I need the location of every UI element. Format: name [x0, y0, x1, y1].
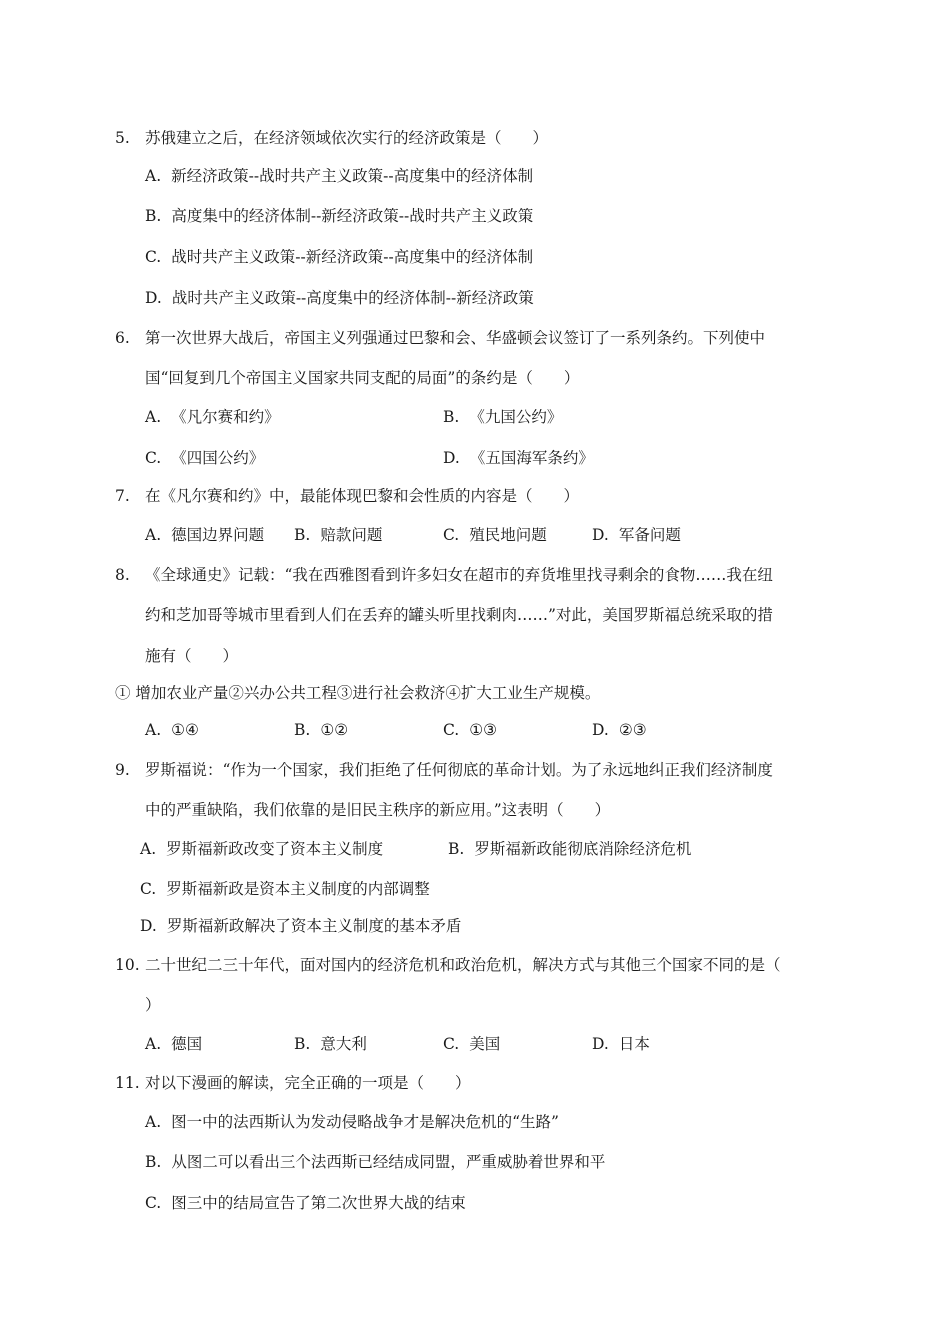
- question-10-stem: [115, 955, 781, 975]
- option-letter: B.: [294, 721, 311, 739]
- question-6-stem: [115, 328, 766, 348]
- question-6-option-b[interactable]: [443, 407, 562, 427]
- option-letter: A.: [145, 1035, 162, 1053]
- question-8-stem: [115, 565, 773, 585]
- option-letter: D.: [592, 721, 609, 739]
- option-text: 高度集中的经济体制--新经济政策--战时共产主义政策: [171, 207, 534, 225]
- question-6-option-d[interactable]: [443, 448, 594, 468]
- question-7-option-c[interactable]: [443, 525, 547, 545]
- option-text: ②③: [618, 721, 647, 739]
- option-letter: D.: [140, 917, 157, 935]
- question-11-option-b[interactable]: [145, 1152, 605, 1172]
- question-5-option-b[interactable]: [145, 206, 533, 226]
- question-11-stem: [115, 1073, 471, 1093]
- option-text: ①④: [171, 721, 199, 739]
- question-8-option-b[interactable]: [294, 720, 348, 740]
- option-letter: B.: [443, 408, 460, 426]
- option-letter: D.: [592, 526, 609, 544]
- option-letter: A.: [145, 1113, 162, 1131]
- question-8-stem-line-3: 施有（ ）: [145, 647, 239, 665]
- option-letter: C.: [443, 721, 460, 739]
- option-letter: A.: [145, 408, 162, 426]
- question-6-option-a[interactable]: [145, 407, 280, 427]
- option-letter: B.: [145, 1153, 162, 1171]
- option-text: 《四国公约》: [171, 449, 265, 467]
- option-text: 罗斯福新政解决了资本主义制度的基本矛盾: [166, 917, 462, 935]
- question-number: 10.: [115, 956, 140, 974]
- option-letter: C.: [145, 449, 162, 467]
- option-letter: A.: [145, 721, 162, 739]
- question-8-option-c[interactable]: [443, 720, 497, 740]
- question-10-option-a[interactable]: [145, 1034, 202, 1054]
- option-text: 《五国海军条约》: [469, 449, 594, 467]
- question-5-option-d[interactable]: [145, 288, 534, 308]
- question-8-option-a[interactable]: [145, 720, 199, 740]
- option-text: 日本: [618, 1035, 650, 1053]
- question-5-option-c[interactable]: [145, 247, 533, 267]
- question-5-stem: [115, 128, 549, 148]
- question-10-option-d[interactable]: [592, 1034, 650, 1054]
- option-letter: A.: [140, 840, 157, 858]
- option-letter: C.: [443, 526, 460, 544]
- question-9-option-b[interactable]: [448, 839, 691, 859]
- option-letter: B.: [145, 207, 162, 225]
- option-letter: C.: [443, 1035, 460, 1053]
- question-10-option-b[interactable]: [294, 1034, 367, 1054]
- option-letter: D.: [145, 289, 162, 307]
- option-text: 图三中的结局宣告了第二次世界大战的结束: [171, 1194, 466, 1212]
- question-7-option-b[interactable]: [294, 525, 382, 545]
- option-text: ①②: [320, 721, 349, 739]
- option-text: 赔款问题: [320, 526, 383, 544]
- question-9-option-c[interactable]: [140, 879, 430, 899]
- option-text: 《九国公约》: [469, 408, 563, 426]
- question-10-option-c[interactable]: [443, 1034, 500, 1054]
- option-text: 罗斯福新政是资本主义制度的内部调整: [166, 880, 430, 898]
- option-text: 美国: [469, 1035, 501, 1053]
- question-text: 对以下漫画的解读，完全正确的一项是（ ）: [145, 1074, 471, 1092]
- question-9-option-a[interactable]: [140, 839, 383, 859]
- option-text: 军备问题: [618, 526, 681, 544]
- option-letter: D.: [443, 449, 460, 467]
- option-letter: B.: [294, 526, 311, 544]
- question-9-stem-line-2: 中的严重缺陷，我们依靠的是旧民主秩序的新应用。”这表明（ ）: [145, 801, 611, 819]
- option-letter: C.: [140, 880, 157, 898]
- question-text: 罗斯福说：“作为一个国家，我们拒绝了任何彻底的革命计划。为了永远地纠正我们经济制度: [145, 761, 773, 779]
- question-10-stem-line-2: ）: [145, 996, 161, 1014]
- option-text: 从图二可以看出三个法西斯已经结成同盟，严重威胁着世界和平: [171, 1153, 606, 1171]
- question-text: 在《凡尔赛和约》中，最能体现巴黎和会性质的内容是（ ）: [145, 487, 580, 505]
- question-7-stem: [115, 486, 580, 506]
- question-8-option-d[interactable]: [592, 720, 647, 740]
- question-7-option-d[interactable]: [592, 525, 681, 545]
- option-text: 德国边界问题: [171, 526, 265, 544]
- option-text: 战时共产主义政策--高度集中的经济体制--新经济政策: [171, 289, 534, 307]
- question-number: 11.: [115, 1074, 140, 1092]
- question-number: 5.: [115, 129, 130, 147]
- question-5-option-a[interactable]: [145, 166, 533, 186]
- option-text: ①③: [469, 721, 498, 739]
- question-number: 8.: [115, 566, 130, 584]
- option-letter: A.: [145, 526, 162, 544]
- question-11-option-c[interactable]: [145, 1193, 466, 1213]
- question-8-statements: ① 增加农业产量②兴办公共工程③进行社会救济④扩大工业生产规模。: [115, 684, 601, 702]
- question-number: 9.: [115, 761, 130, 779]
- option-text: 殖民地问题: [469, 526, 547, 544]
- option-text: 图一中的法西斯认为发动侵略战争才是解决危机的“生路”: [171, 1113, 559, 1131]
- option-text: 罗斯福新政能彻底消除经济危机: [474, 840, 692, 858]
- option-letter: C.: [145, 1194, 162, 1212]
- option-letter: D.: [592, 1035, 609, 1053]
- question-number: 7.: [115, 487, 130, 505]
- option-text: 罗斯福新政改变了资本主义制度: [166, 840, 384, 858]
- option-text: 《凡尔赛和约》: [171, 408, 280, 426]
- question-9-option-d[interactable]: [140, 916, 461, 936]
- question-text: 《全球通史》记载：“我在西雅图看到许多妇女在超市的弃货堆里找寻剩余的食物……我在纽: [145, 566, 773, 584]
- question-6-option-c[interactable]: [145, 448, 264, 468]
- option-text: 意大利: [320, 1035, 367, 1053]
- question-9-stem: [115, 760, 773, 780]
- option-letter: A.: [145, 167, 162, 185]
- question-text: 二十世纪二三十年代，面对国内的经济危机和政治危机，解决方式与其他三个国家不同的是（: [145, 956, 781, 974]
- option-letter: C.: [145, 248, 162, 266]
- option-text: 德国: [171, 1035, 203, 1053]
- question-text: 第一次世界大战后，帝国主义列强通过巴黎和会、华盛顿会议签订了一系列条约。下列使中: [145, 329, 766, 347]
- option-letter: B.: [448, 840, 465, 858]
- question-7-option-a[interactable]: [145, 525, 264, 545]
- question-8-stem-line-2: 约和芝加哥等城市里看到人们在丢弃的罐头听里找剩肉……”对此，美国罗斯福总统采取的措: [145, 606, 773, 624]
- question-text: 苏俄建立之后，在经济领域依次实行的经济政策是（ ）: [145, 129, 549, 147]
- question-11-option-a[interactable]: [145, 1112, 559, 1132]
- question-6-stem-line-2: 国“回复到几个帝国主义国家共同支配的局面”的条约是（ ）: [145, 369, 580, 387]
- option-letter: B.: [294, 1035, 311, 1053]
- option-text: 战时共产主义政策--新经济政策--高度集中的经济体制: [171, 248, 534, 266]
- option-text: 新经济政策--战时共产主义政策--高度集中的经济体制: [171, 167, 534, 185]
- question-number: 6.: [115, 329, 130, 347]
